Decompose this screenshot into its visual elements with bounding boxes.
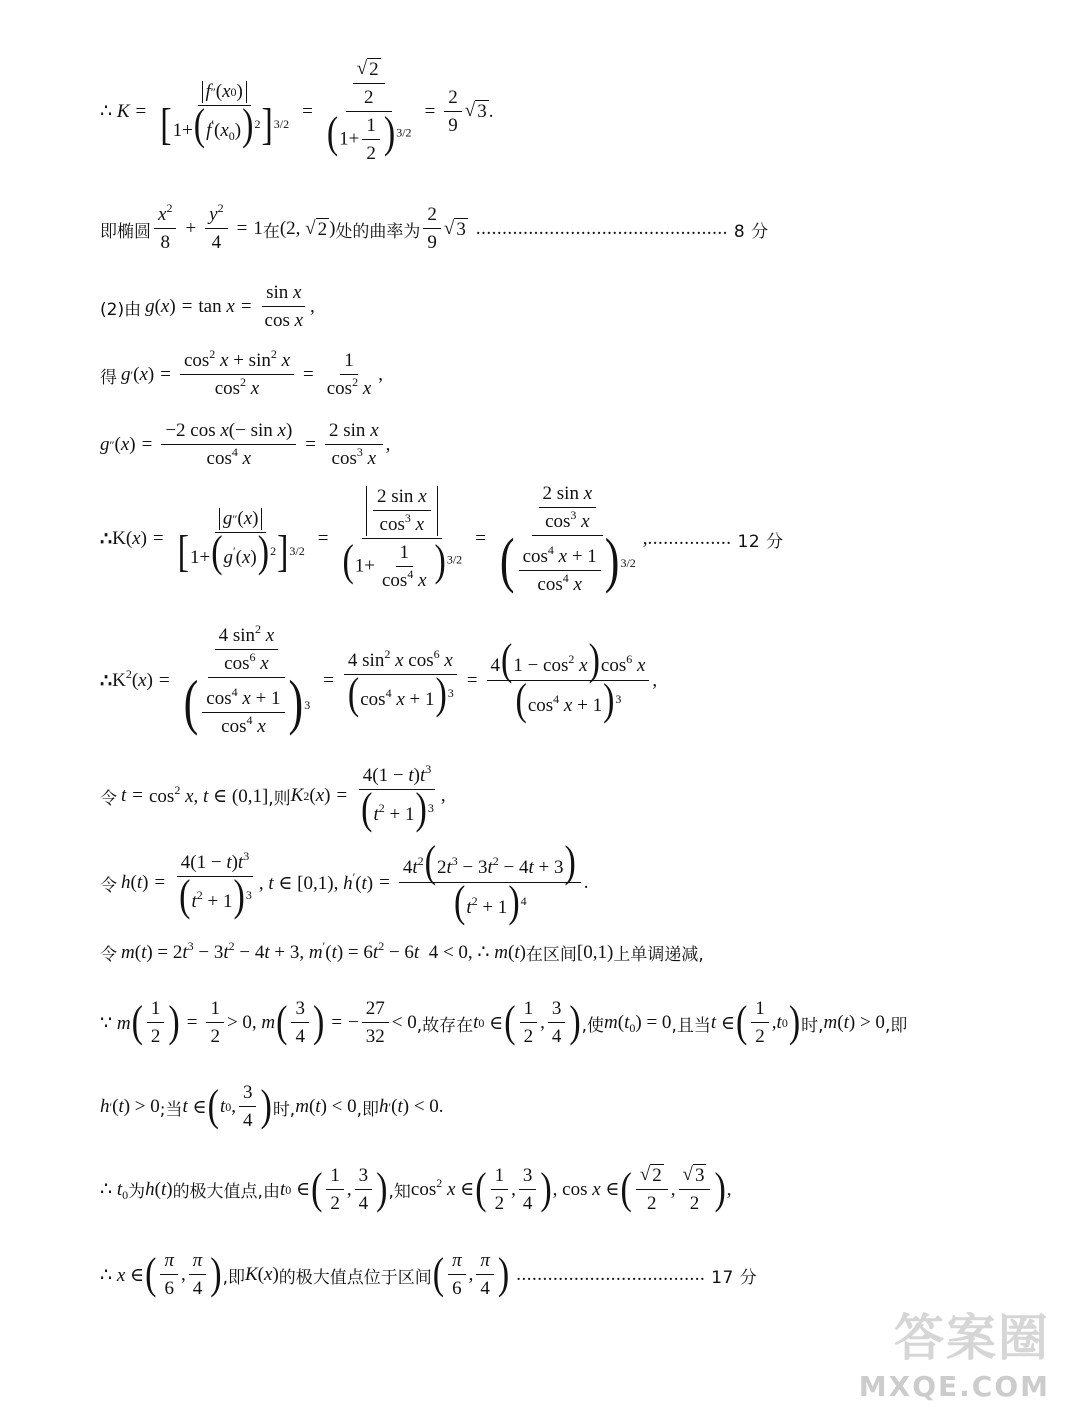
first-derivative: 得 g ′ (x) = $\frac{\cos^2 x + \sin^2 x}{\cos^2 x}$ = $\frac{1}{\cos^2 x}$ , bbox=[100, 347, 384, 399]
curvature-K-squared: ∴ $K^2(x)$ = $\frac{4 \sin^2 x}{\cos^6 x}$ ( $\frac{\cos^4 x + 1}{\cos^4 x}$ )$^3$ = $\frac{4 \sin^2 x \cos^6 x}{(\cos^4 x + 1)^3}$ = $\frac{4(1 - \cos^2 x)\cos^6 x}{(\cos^4 x + 1)^3}$ , bbox=[100, 622, 658, 737]
curvature-K-x: ∴ K(x) = g ″ ( x ) $[1+(g'(x))^2]^{3/2}$ = $\frac{\text{2 sin x}}{\cos^3 x}$ (1+ $\frac{1}{\cos^4 x}$ )$^{3/2}$ = $\frac{\text{2 sin x}}{\cos^3 x}$ ( $\frac{\cos^4 x + 1}{\cos^4 x}$ )$^{3/2}$ , ................ 12 分 bbox=[100, 483, 784, 595]
formula-K-value: ∴ K = f ″ ( x 0 ) $[1+(f'(x_0))^2]^{3/2}$ = √ 2 2 (1+ $\frac{1}{2}$ )$^{3/2}$ = $\frac{2}{9}$ √ 3 . bbox=[100, 58, 494, 164]
conclusion: ∴ x ∈ ( $\frac{\pi}{6}$ , $\frac{\pi}{4}$ ) ,即 K (x) 的极大值点位于区间 ( $\frac{\pi}{6}$ , $\frac{\pi}{4}$ ) .................................... 17 分 bbox=[100, 1250, 758, 1299]
second-derivative: g ″ (x) = $\frac{\text{−2 cos x(− sin x)}}{\cos^4 x}$ = $\frac{\text{2 sin x}}{\cos^3 x}$ , bbox=[100, 420, 391, 469]
watermark-text-en: MXQE.COM bbox=[858, 1370, 1050, 1403]
function-h: 令 h (t) = $\frac{4(1 - t)t^3}{(t^2 + 1)^3}$ , t ∈ [0,1), h′(t) = $\frac{4t^2(2t^3 - 3t^2 - 4t + 3)}{(t^2 + 1)^4}$ . bbox=[100, 838, 589, 927]
watermark-text-cn: 答案圈 bbox=[894, 1309, 1050, 1367]
ellipse-curvature-line: 即椭圆 $\frac{x^2}{8}$ + $\frac{y^2}{4}$ = 1 在 (2, √ 2 ) 处的曲率为 $\frac{2}{9}$ √ 3 ................................................ 8 分 bbox=[100, 201, 769, 253]
max-point-t0: ∴ $t_0$ 为 h (t) 的极大值点,由 t 0 ∈ ( $\frac{1}{2}$ , $\frac{3}{4}$ ) ,知 $\cos^2 x$ ∈ ( $\frac{1}{2}$ , $\frac{3}{4}$ ) , cos x ∈ ( √ 2 2 , √ 3 2 ) , bbox=[100, 1164, 732, 1214]
part2-definition: (2)由 g (x) = tan x = $\frac{\text{sin x}}{\text{cos x}}$ , bbox=[100, 282, 315, 331]
substitution-t: 令 t = $\cos^2 x$, t ∈ (0,1] ,则 K 2 (x) = $\frac{4(1 - t)t^3}{(t^2 + 1)^3}$ , bbox=[100, 762, 446, 834]
function-m: 令 m $(t) = 2t^3 - 3t^2 - 4t + 3$, $m'(t) = 6t^2 - 6t$ 4 < 0, ∴ m(t) 在区间 [0,1) 上单调递减, bbox=[100, 939, 704, 965]
watermark-logo bbox=[859, 1298, 1050, 1403]
sign-h-prime: h ′ (t) > 0 ;当 t ∈ ( t 0 , $\frac{3}{4}$ ) 时, m (t) < 0 ,即 h ′ (t) < 0. bbox=[100, 1082, 444, 1131]
existence-t0: ∵ m ( $\frac{1}{2}$ ) = $\frac{1}{2}$ > 0, m ( $\frac{3}{4}$ ) = − $\frac{27}{32}$ < 0 ,故存在 t 0 ∈ ( $\frac{1}{2}$ , $\frac{3}{4}$ ) ,使 m $(t_0) = 0$ ,且当 t ∈ ( $\frac{1}{2}$ , t 0 ) 时, m (t) > 0 ,即 bbox=[100, 998, 908, 1047]
